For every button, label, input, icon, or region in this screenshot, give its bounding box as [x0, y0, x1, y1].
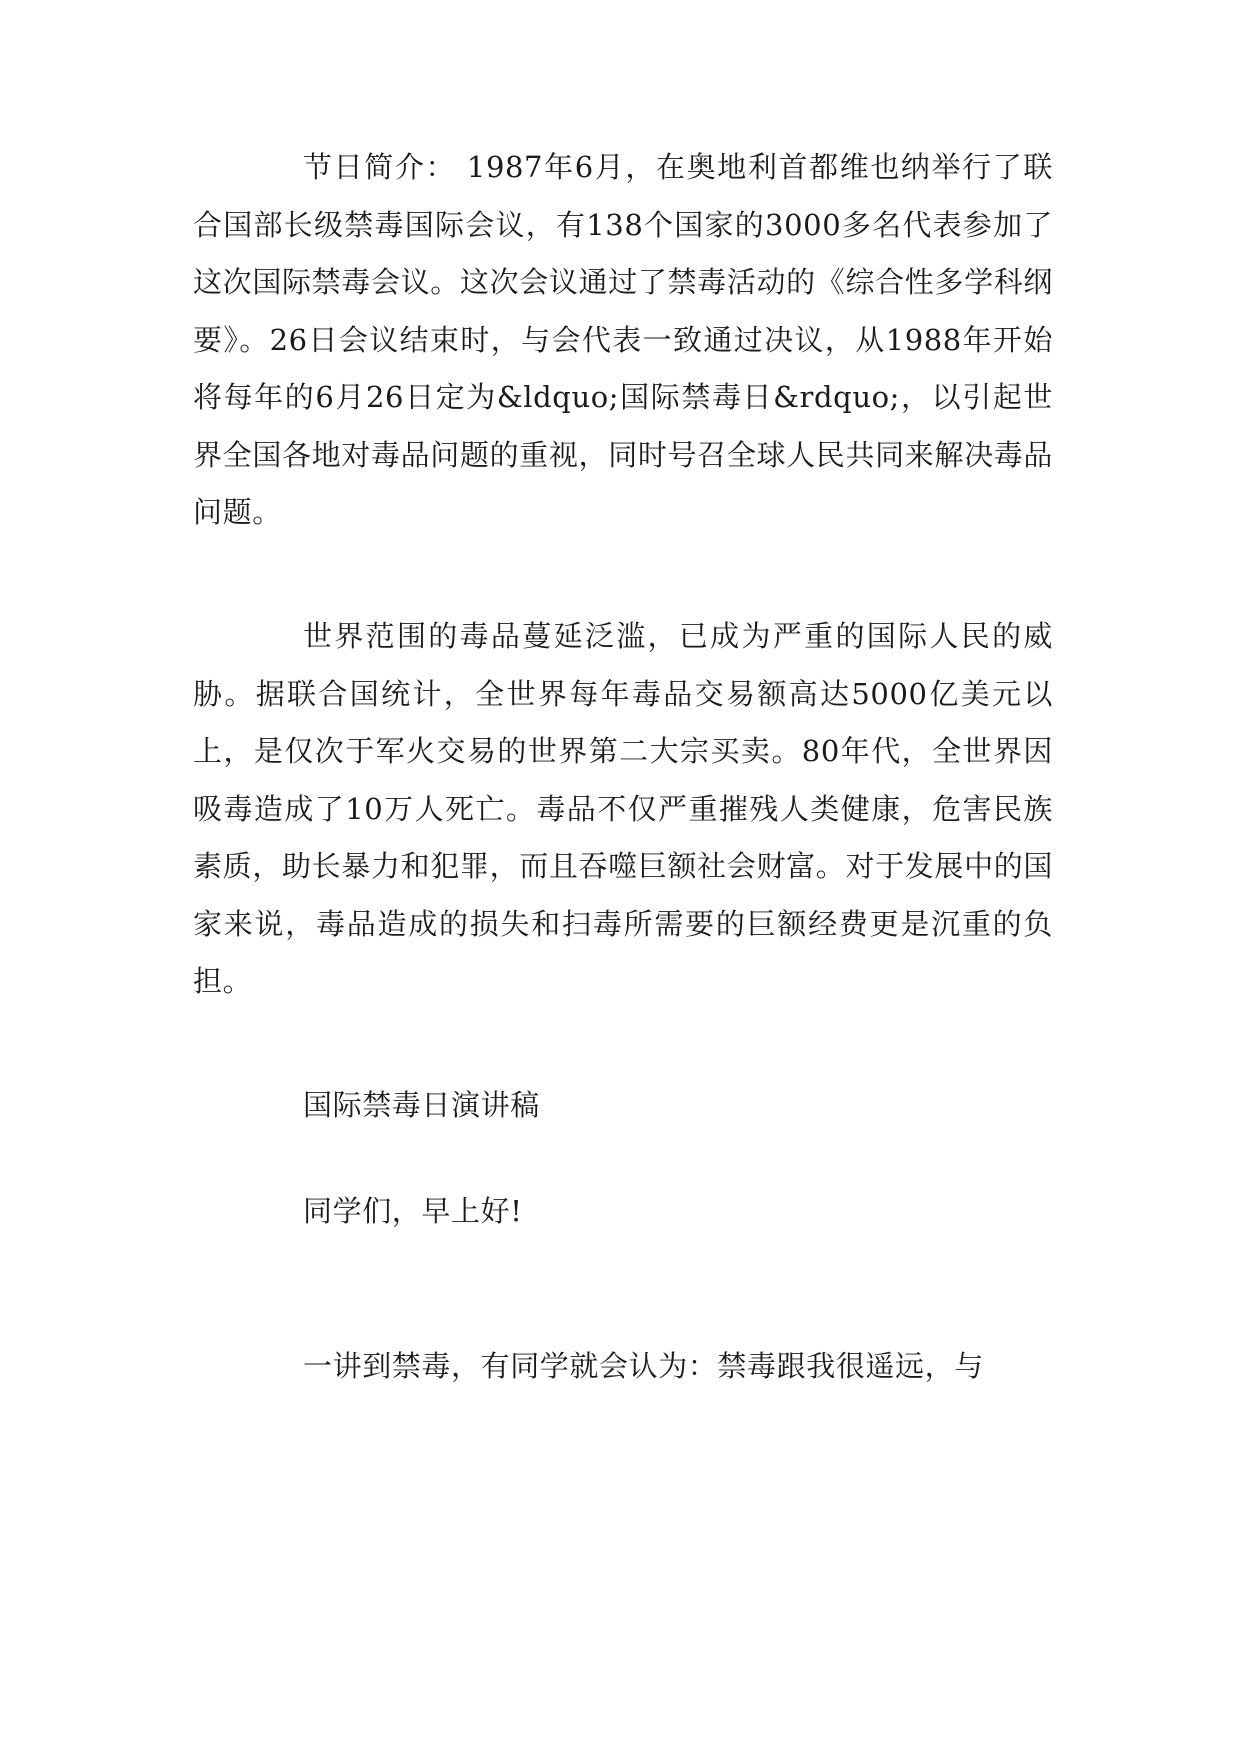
paragraph-drug-threat: 世界范围的毒品蔓延泛滥，已成为严重的国际人民的威胁。据联合国统计，全世界每年毒品交易额高达5000亿美元以上，是仅次于军火交易的世界第二大宗买卖。80年代，全世界因吸毒造成了10万人死亡。毒品不仅严重摧残人类健康，危害民族素质，助长暴力和犯罪，而且吞噬巨额社会财富。对于发展中的国家来说，毒品造成的损失和扫毒所需要的巨额经费更是沉重的负担。 [193, 619, 1053, 998]
speech-title: 国际禁毒日演讲稿 [303, 1088, 540, 1122]
greeting-line: 同学们，早上好! [303, 1194, 523, 1228]
paragraph-speech-start: 一讲到禁毒，有同学就会认为：禁毒跟我很遥远，与 [303, 1349, 984, 1383]
paragraph-festival-intro: 节日简介： 1987年6月，在奥地利首都维也纳举行了联合国部长级禁毒国际会议，有138个国家的3000多名代表参加了这次国际禁毒会议。这次会议通过了禁毒活动的《综合性多学科纲要》。26日会议结束时，与会代表一致通过决议，从1988年开始将每年的6月26日定为&ldquo;国际禁毒日&rdquo;，以引起世界全国各地对毒品问题的重视，同时号召全球人民共同来解决毒品问题。 [193, 150, 1053, 529]
